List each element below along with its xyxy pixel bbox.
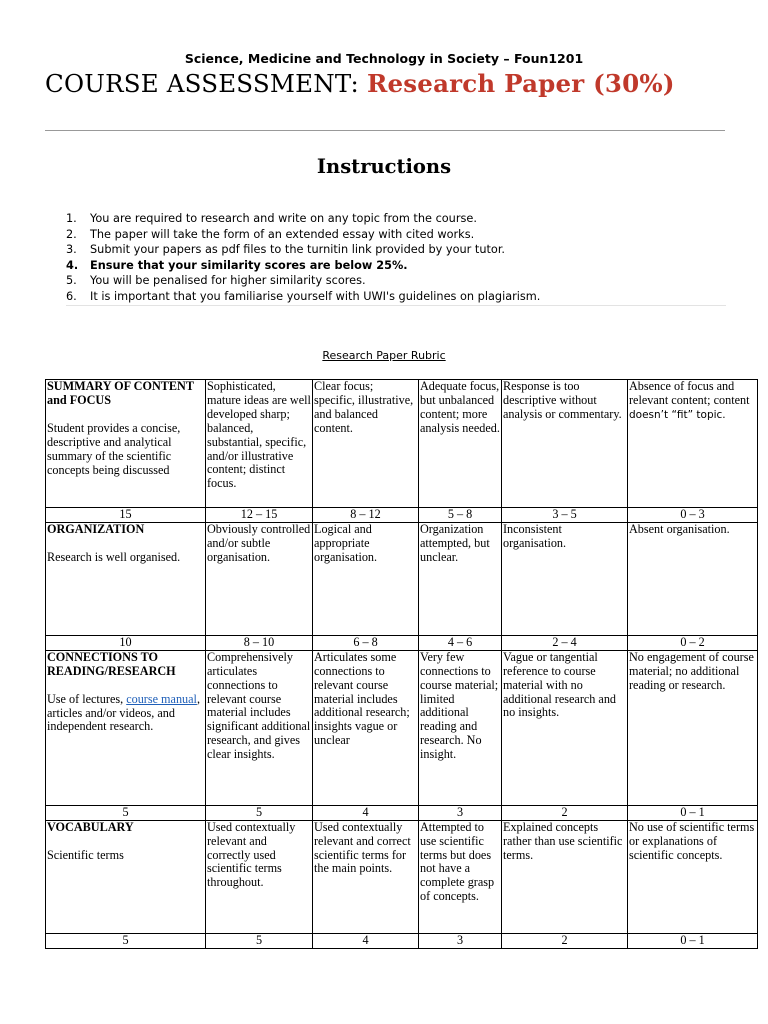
table-row xyxy=(46,650,758,805)
title-highlight: Research Paper (30%) xyxy=(366,69,675,98)
level-cell: Used contextually relevant and correctly used scientific terms throughout. xyxy=(206,820,313,933)
level-cell: Logical and appropriate organisation. xyxy=(313,522,419,635)
level-cell: Response is too descriptive without analysis or commentary. xyxy=(502,380,628,508)
rubric-title: Research Paper Rubric xyxy=(322,349,446,362)
level-cell: Vague or tangential reference to course material with no additional research and no insights. xyxy=(502,650,628,805)
course-subtitle: Science, Medicine and Technology in Society – Foun1201 xyxy=(184,51,584,66)
criterion-cell: ORGANIZATION Research is well organised. xyxy=(46,522,206,635)
level-cell: No use of scientific terms or explanations of scientific concepts. xyxy=(628,820,758,933)
level-cell: Inconsistent organisation. xyxy=(502,522,628,635)
list-item: 1. You are required to research and write on any topic from the course. xyxy=(66,212,477,225)
score-row: 15 12 – 15 8 – 12 5 – 8 3 – 5 0 – 3 xyxy=(46,508,758,523)
instructions-divider xyxy=(66,305,726,306)
level-cell: Absence of focus and relevant content; content doesn’t “fit” topic. xyxy=(628,380,758,508)
level-cell: Explained concepts rather than use scientific terms. xyxy=(502,820,628,933)
instructions-list xyxy=(66,211,726,305)
list-item: 2. The paper will take the form of an extended essay with cited works. xyxy=(66,227,475,241)
title-prefix: COURSE ASSESSMENT: xyxy=(45,69,367,98)
score-row: 5 5 4 3 2 0 – 1 xyxy=(46,933,758,948)
level-cell: No engagement of course material; no additional reading or research. xyxy=(628,650,758,805)
level-cell: Clear focus; specific, illustrative, and balanced content. xyxy=(313,380,419,508)
score-row: 10 8 – 10 6 – 8 4 – 6 2 – 4 0 – 2 xyxy=(46,635,758,650)
table-row xyxy=(46,380,758,508)
course-manual-link[interactable]: course manual xyxy=(126,691,197,706)
level-cell: Comprehensively articulates connections to relevant course material includes significant additional research, and gives clear insights. xyxy=(206,650,313,805)
list-item: 6. It is important that you familiarise yourself with UWI's guidelines on plagiarism. xyxy=(66,289,541,303)
level-cell: Used contextually relevant and correct scientific terms for the main points. xyxy=(313,820,419,933)
level-cell: Articulates some connections to relevant course material includes additional research; insights vague or unclear xyxy=(313,650,419,805)
level-cell: Adequate focus, but unbalanced content; more analysis needed. xyxy=(419,380,502,508)
list-item: 3. Submit your papers as pdf files to the turnitin link provided by your tutor. xyxy=(66,243,506,257)
page-title xyxy=(45,69,725,99)
score-row: 5 5 4 3 2 0 – 1 xyxy=(46,805,758,820)
list-item: 4. Ensure that your similarity scores are below 25%. xyxy=(66,258,408,272)
criterion-cell: CONNECTIONS TO READING/RESEARCH Use of lectures, course manual, articles and/or videos, and independent research. xyxy=(46,650,206,805)
instructions-title: Instructions xyxy=(316,155,452,178)
level-cell: Sophisticated, mature ideas are well developed sharp; balanced, substantial, specific, and/or illustrative content; distinct focus. xyxy=(206,380,313,508)
level-cell: Very few connections to course material; limited additional reading and research. No insight. xyxy=(419,650,502,805)
level-cell: Organization attempted, but unclear. xyxy=(419,522,502,635)
level-cell: Absent organisation. xyxy=(628,522,758,635)
level-cell: Obviously controlled and/or subtle organisation. xyxy=(206,522,313,635)
level-cell: Attempted to use scientific terms but does not have a complete grasp of concepts. xyxy=(419,820,502,933)
table-row xyxy=(46,522,758,635)
rubric-table xyxy=(45,379,758,949)
criterion-cell: SUMMARY OF CONTENT and FOCUS Student provides a concise, descriptive and analytical summary of the scientific concepts being discussed xyxy=(46,380,206,508)
list-item: 5. You will be penalised for higher similarity scores. xyxy=(66,274,366,288)
criterion-cell: VOCABULARY Scientific terms xyxy=(46,820,206,933)
table-row xyxy=(46,820,758,933)
title-divider xyxy=(45,130,725,131)
